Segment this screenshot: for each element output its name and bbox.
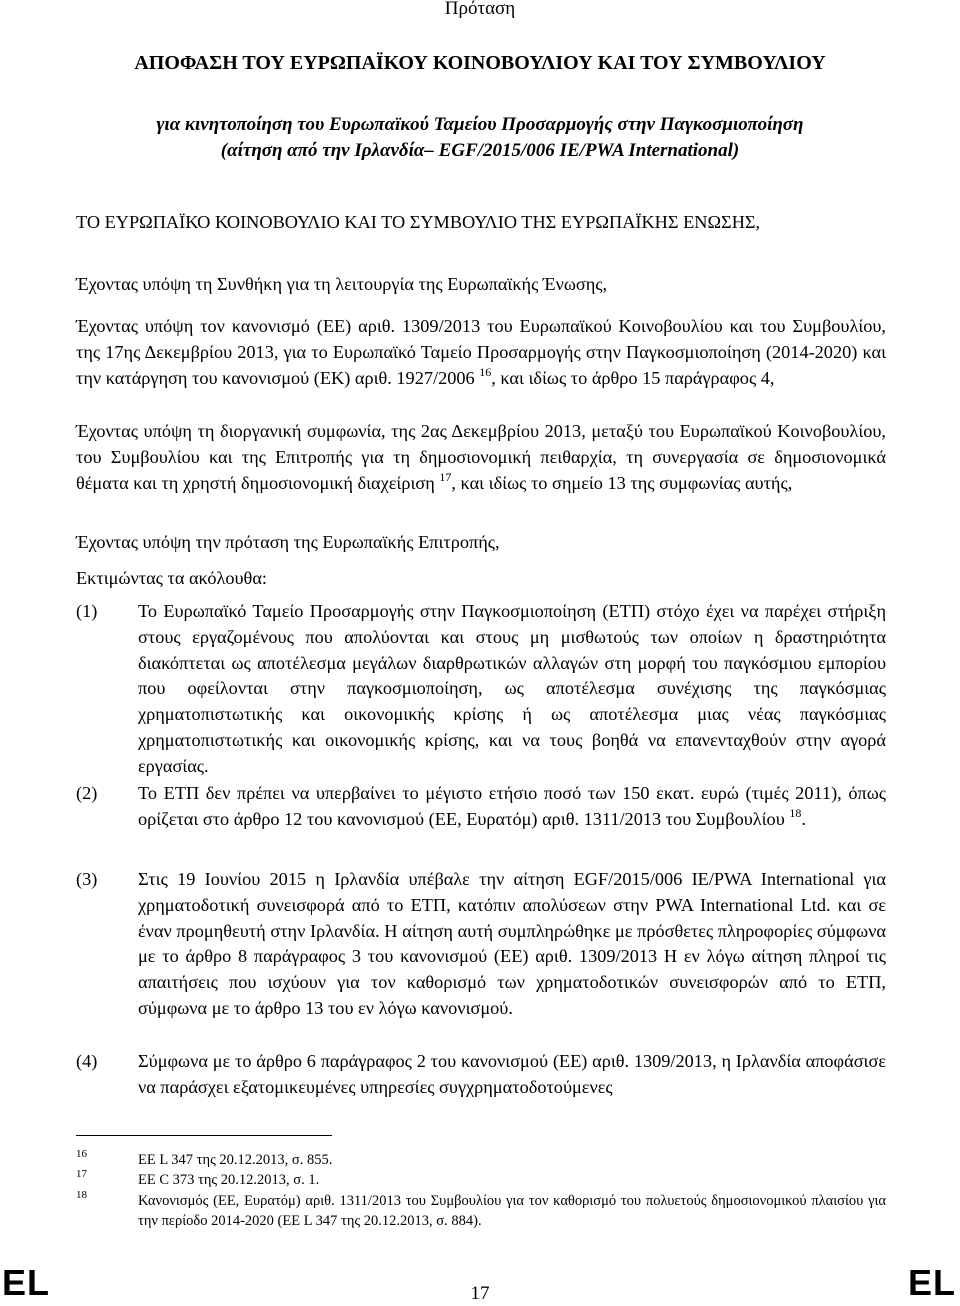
preamble-intro-text: ΤΟ ΕΥΡΩΠΑΪΚΟ ΚΟΙΝΟΒΟΥΛΙΟ ΚΑΙ ΤΟ ΣΥΜΒΟΥΛΙΟ ΤΗΣ ΕΥΡΩΠΑΪΚΗΣ ΕΝΩΣΗΣ,: [76, 212, 761, 232]
citation-proposal-text: Έχοντας υπόψη την πρόταση της Ευρωπαϊκής Επιτροπής,: [76, 532, 500, 552]
footnote-number: 18: [76, 1189, 87, 1201]
citation-agreement-text: [76, 419, 886, 498]
document-title: ΑΠΟΦΑΣΗ ΤΟΥ ΕΥΡΩΠΑΪΚΟΥ ΚΟΙΝΟΒΟΥΛΙΟΥ ΚΑΙ ΤΟΥ ΣΥΜΒΟΥΛΙΟΥ: [134, 52, 826, 74]
preamble-intro: [76, 210, 886, 236]
considering-text: Εκτιμώντας τα ακόλουθα:: [76, 568, 267, 588]
considering-heading: [76, 566, 886, 592]
recital-number: (3): [76, 869, 98, 889]
footnote-text: ΕΕ C 373 της 20.12.2013, σ. 1.: [138, 1172, 320, 1188]
footnote-divider: [76, 1135, 332, 1136]
recital-text: Στις 19 Ιουνίου 2015 η Ιρλανδία υπέβαλε την αίτηση EGF/2015/006 IE/PWA International για χρηματοδοτική συνεισφορά από το ΕΤΠ, κατόπιν απολύσεων στην PWA International Ltd. και σε έναν προμηθευτή στην Ιρλανδία. Η αίτηση αυτή συμπληρώθηκε με πρόσθετες πληροφορίες σύμφωνα με το άρθρο 8 παράγραφος 3 του κανονισμού (ΕΕ) αριθ. 1309/2013 Η εν λόγω αίτηση πληροί τις απαιτήσεις που ισχύουν για τον καθορισμό των χρηματοδοτικών συνεισφορών από το ΕΤΠ, σύμφωνα με το άρθρο 13 του εν λόγω κανονισμού.: [138, 869, 886, 1018]
recital-number: (4): [76, 1051, 98, 1071]
citation-agreement-tail: , και ιδίως το σημείο 13 της συμφωνίας αυτής,: [451, 472, 793, 493]
page-number: 17: [470, 1283, 490, 1304]
language-code-right: EL: [907, 1262, 956, 1303]
document-subtitle: [0, 112, 960, 164]
footnote-ref-17: 17: [439, 469, 452, 484]
recital-2-tail: .: [801, 808, 806, 829]
recital-number: (1): [76, 601, 98, 621]
citation-regulation-tail: , και ιδίως το άρθρο 15 παράγραφος 4,: [491, 367, 775, 388]
recital-number: (2): [76, 783, 98, 803]
footnote-text: ΕΕ L 347 της 20.12.2013, σ. 855.: [138, 1152, 333, 1168]
footnote-number: 16: [76, 1148, 87, 1160]
language-code-left: EL: [2, 1262, 51, 1303]
recital-text: Το Ευρωπαϊκό Ταμείο Προσαρμογής στην Παγκοσμιοποίηση (ΕΤΠ) στόχο έχει να παρέχει στήριξη στους εργαζομένους που απολύονται και στους μη μισθωτούς των οποίων η δραστηριότητα διακόπτεται ως αποτέλεσμα μεγάλων διαρθρωτικών αλλαγών στη μορφή του παγκόσμιου εμπορίου που οφείλονται στην παγκοσμιοποίηση, ως αποτέλεσμα συνέχισης της παγκόσμιας χρηματοπιστωτικής και οικονομικής κρίσης ή ως αποτέλεσμα μιας νέας παγκόσμιας χρηματοπιστωτικής και οικονομικής κρίσης, και να τους βοηθά να επανενταχθούν στην αγορά εργασίας.: [138, 601, 886, 776]
footnote-ref-16: 16: [479, 364, 492, 379]
recital-text: Σύμφωνα με το άρθρο 6 παράγραφος 2 του κανονισμού (ΕΕ) αριθ. 1309/2013, η Ιρλανδία αποφάσισε να παράσχει εξατομικευμένες υπηρεσίες συγχρηματοδοτούμενες: [138, 1051, 886, 1097]
citation-regulation-text: [76, 314, 886, 393]
recital-text: [138, 781, 886, 835]
footnote-number: 17: [76, 1168, 87, 1180]
citation-regulation: [76, 314, 886, 393]
footnote-ref-18: 18: [789, 805, 802, 820]
citation-agreement: [76, 419, 886, 498]
subtitle-line-2: (αίτηση από την Ιρλανδία– EGF/2015/006 IE/PWA International): [220, 140, 740, 161]
citation-regulation-body: Έχοντας υπόψη τον κανονισμό (ΕΕ) αριθ. 1309/2013 του Ευρωπαϊκού Κοινοβουλίου και του Συμβουλίου, της 17ης Δεκεμβρίου 2013, για το Ευρωπαϊκό Ταμείο Προσαρμογής στην Παγκοσμιοποίηση (2014-2020) και την κατάργηση του κανονισμού (ΕΚ) αριθ. 1927/2006: [76, 316, 886, 388]
recital-2-body: Το ΕΤΠ δεν πρέπει να υπερβαίνει το μέγιστο ετήσιο ποσό των 150 εκατ. ευρώ (τιμές 2011), όπως ορίζεται στο άρθρο 12 του κανονισμού (ΕΕ, Ευρατόμ) αριθ. 1311/2013 του Συμβουλίου: [138, 783, 886, 829]
citation-proposal: [76, 530, 886, 556]
header-label: Πρόταση: [444, 0, 516, 19]
citation-treaty: [76, 272, 886, 298]
subtitle-line-1: για κινητοποίηση του Ευρωπαϊκού Ταμείου Προσαρμογής στην Παγκοσμιοποίηση: [156, 114, 804, 135]
citation-treaty-text: Έχοντας υπόψη τη Συνθήκη για τη λειτουργία της Ευρωπαϊκής Ένωσης,: [76, 274, 608, 294]
footnote-text: Κανονισμός (ΕΕ, Ευρατόμ) αριθ. 1311/2013 του Συμβουλίου για τον καθορισμό του πολυετούς δημοσιονομικού πλαισίου για την περίοδο 2014-2020 (ΕΕ L 347 της 20.12.2013, σ. 884).: [138, 1193, 886, 1229]
citation-agreement-body: Έχοντας υπόψη τη διοργανική συμφωνία, της 2ας Δεκεμβρίου 2013, μεταξύ του Ευρωπαϊκού Κοινοβουλίου, του Συμβουλίου και της Επιτροπής για τη δημοσιονομική πειθαρχία, τη συνεργασία σε δημοσιονομικά θέματα και τη χρηστή δημοσιονομική διαχείριση: [76, 421, 886, 493]
